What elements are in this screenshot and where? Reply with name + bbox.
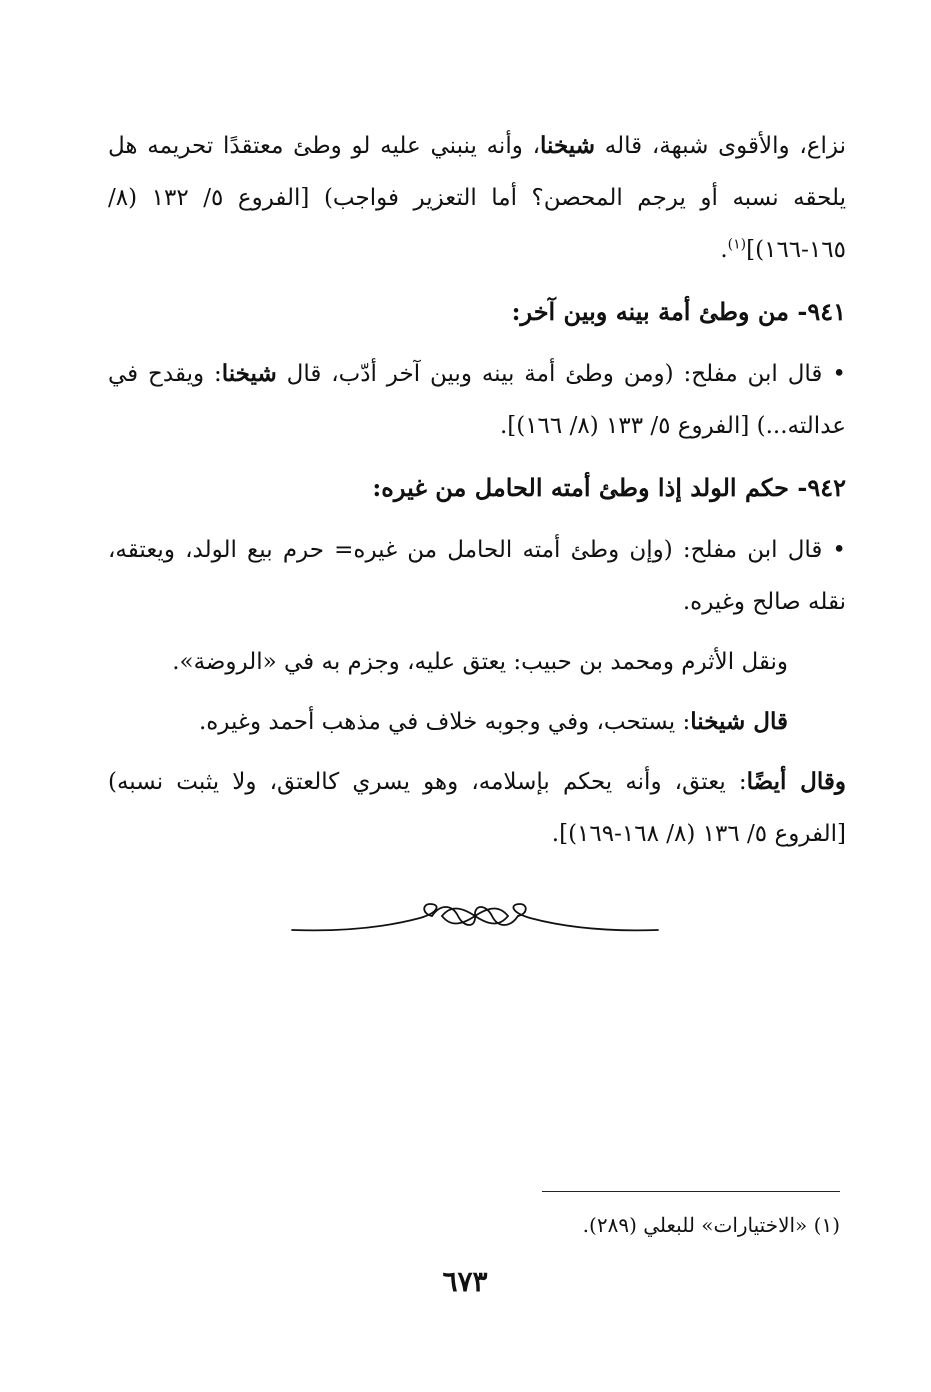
paragraph-end: . bbox=[720, 237, 728, 263]
paragraph-text: : يستحب، وفي وجوبه خلاف في مذهب أحمد وغيره. bbox=[198, 709, 691, 735]
bullet-icon: • bbox=[832, 537, 846, 563]
paragraph-text: : يعتق، وأنه يحكم بإسلامه، وهو يسري كالعتق، ولا يثبت نسبه) [الفروع ٥/ ١٣٦ (٨/ ١٦٨-١٦٩)]. bbox=[108, 769, 846, 847]
section-heading-941: ٩٤١- من وطئ أمة بينه وبين آخر: bbox=[511, 297, 846, 326]
paragraph-942-2: ونقل الأثرم ومحمد بن حبيب: يعتق عليه، وجزم به في «الروضة». bbox=[172, 649, 788, 675]
paragraph-text: : ويقدح في عدالته...) [الفروع ٥/ ١٣٣ (٨/ ١٦٦)]. bbox=[108, 361, 846, 439]
footnote-separator bbox=[542, 1191, 840, 1192]
bold-term: شيخنا bbox=[540, 132, 596, 159]
bold-term: قال شيخنا bbox=[690, 708, 788, 735]
footnote: (١) «الاختيارات» للبعلي (٢٨٩). bbox=[582, 1213, 840, 1237]
paragraph-continuation bbox=[108, 120, 846, 276]
bold-term: شيخنا bbox=[221, 360, 277, 387]
section-heading-942: ٩٤٢- حكم الولد إذا وطئ أمته الحامل من غيره: bbox=[372, 473, 846, 502]
paragraph-942-1 bbox=[108, 524, 846, 628]
section-divider-ornament-icon bbox=[290, 892, 660, 942]
page-body bbox=[108, 120, 846, 868]
paragraph-text: نزاع، والأقوى شبهة، قاله bbox=[595, 133, 846, 159]
paragraph-text: قال ابن مفلح: (ومن وطئ أمة بينه وبين آخر أدّب، قال bbox=[276, 361, 823, 387]
page-number: ٦٧٣ bbox=[442, 1265, 488, 1298]
paragraph-text: قال ابن مفلح: (وإن وطئ أمته الحامل من غيره= حرم بيع الولد، ويعتقه، نقله صالح وغيره. bbox=[108, 537, 846, 615]
paragraph-941 bbox=[108, 348, 846, 452]
bold-term: وقال أيضًا bbox=[746, 768, 846, 795]
paragraph-942-3 bbox=[108, 696, 846, 748]
paragraph-text: ، وأنه ينبني عليه لو وطئ معتقدًا تحريمه هل يلحقه نسبه أو يرجم المحصن؟ أما التعزير فواجب) [الفروع ٥/ ١٣٢ (٨/ ١٦٥-١٦٦)] bbox=[108, 133, 847, 263]
paragraph-942-4 bbox=[108, 756, 846, 860]
bullet-icon: • bbox=[832, 361, 846, 387]
footnote-reference[interactable]: (١) bbox=[727, 236, 747, 253]
